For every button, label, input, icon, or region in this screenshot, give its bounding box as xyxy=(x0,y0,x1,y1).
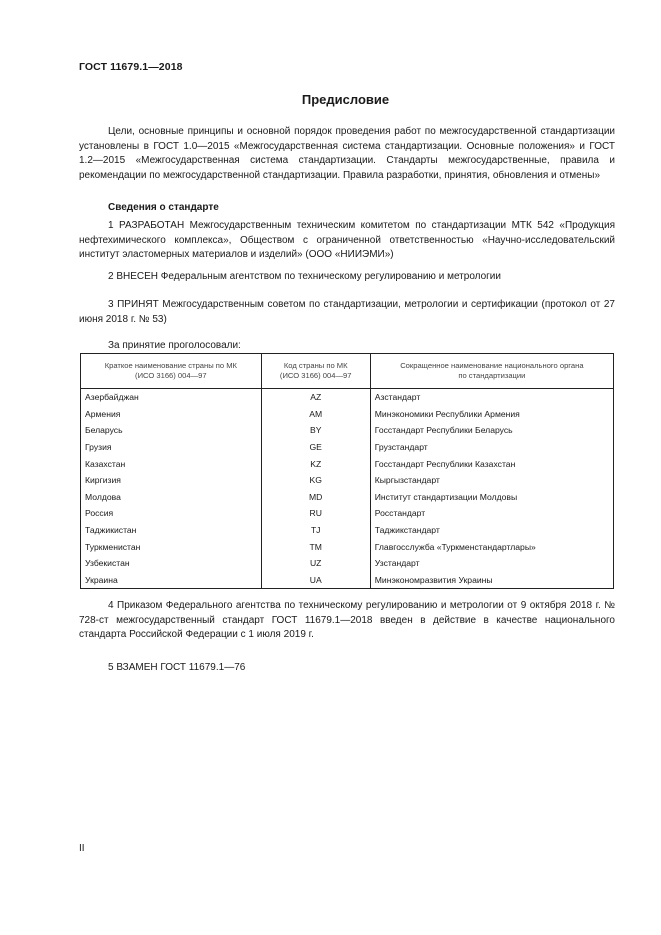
table-row xyxy=(81,422,614,439)
code-cell: BY xyxy=(261,422,370,439)
code-cell: TM xyxy=(261,538,370,555)
country-cell: Украина xyxy=(81,572,262,589)
column-header-body: Сокращенное наименование национального органа по стандартизации xyxy=(370,354,613,389)
table-row xyxy=(81,489,614,506)
country-cell: Грузия xyxy=(81,439,262,456)
body-cell: Кыргызстандарт xyxy=(370,472,613,489)
page-title: Предисловие xyxy=(301,92,390,107)
code-cell: MD xyxy=(261,489,370,506)
country-cell: Узбекистан xyxy=(81,555,262,572)
table-row xyxy=(81,406,614,423)
code-cell: TJ xyxy=(261,522,370,539)
code-cell: KZ xyxy=(261,455,370,472)
country-cell: Туркменистан xyxy=(81,538,262,555)
code-cell: AZ xyxy=(261,389,370,406)
code-cell: UA xyxy=(261,572,370,589)
item-2-paragraph: 2 ВНЕСЕН Федеральным агентством по техническому регулированию и метрологии xyxy=(108,271,501,282)
country-cell: Армения xyxy=(81,406,262,423)
body-cell: Азстандарт xyxy=(370,389,613,406)
body-cell: Росстандарт xyxy=(370,505,613,522)
table-row xyxy=(81,555,614,572)
item-5-paragraph: 5 ВЗАМЕН ГОСТ 11679.1—76 xyxy=(108,662,246,673)
table-row xyxy=(81,472,614,489)
body-cell: Главгосслужба «Туркменстандартлары» xyxy=(370,538,613,555)
table-row xyxy=(81,439,614,456)
code-cell: AM xyxy=(261,406,370,423)
body-cell: Таджикстандарт xyxy=(370,522,613,539)
table-row xyxy=(81,455,614,472)
country-cell: Молдова xyxy=(81,489,262,506)
page-number: II xyxy=(79,843,85,854)
table-caption: За принятие проголосовали: xyxy=(108,340,241,351)
body-cell: Узстандарт xyxy=(370,555,613,572)
code-cell: KG xyxy=(261,472,370,489)
table-row xyxy=(81,572,614,589)
country-cell: Азербайджан xyxy=(81,389,262,406)
country-cell: Таджикистан xyxy=(81,522,262,539)
code-cell: UZ xyxy=(261,555,370,572)
country-cell: Россия xyxy=(81,505,262,522)
body-cell: Минэкономики Республики Армения xyxy=(370,406,613,423)
column-header-country: Краткое наименование страны по МК (ИСО 3166) 004—97 xyxy=(81,354,262,389)
table-header-row xyxy=(81,354,614,389)
body-cell: Грузстандарт xyxy=(370,439,613,456)
code-cell: GE xyxy=(261,439,370,456)
column-header-code: Код страны по МК (ИСО 3166) 004—97 xyxy=(261,354,370,389)
section-subheading: Сведения о стандарте xyxy=(108,202,219,213)
item-4-paragraph: 4 Приказом Федерального агентства по техническому регулированию и метрологии от 9 октября 2018 г. № 728-ст межгосударственный стандарт ГОСТ 11679.1—2018 введен в действие в качестве национального стандарта Российской Федерации с 1 июля 2019 г. xyxy=(79,600,615,640)
table-row xyxy=(81,389,614,406)
table-row xyxy=(81,522,614,539)
country-cell: Казахстан xyxy=(81,455,262,472)
body-cell: Институт стандартизации Молдовы xyxy=(370,489,613,506)
table-row xyxy=(81,538,614,555)
item-1-paragraph: 1 РАЗРАБОТАН Межгосударственным техническим комитетом по стандартизации МТК 542 «Продукция нефтехимического комплекса», Обществом с ограниченной ответственностью «Научно-исследовательский институт эластомерных материалов и изделий» (ООО «НИИЭМИ») xyxy=(79,220,615,260)
document-header: ГОСТ 11679.1—2018 xyxy=(79,61,183,73)
intro-paragraph: Цели, основные принципы и основной порядок проведения работ по межгосударственной стандартизации установлены в ГОСТ 1.0—2015 «Межгосударственная система стандартизации. Основные положения» и ГОСТ 1.2—2015 «Межгосударственная система стандартизации. Стандарты межгосударственные, правила и рекомендации по межгосударственной стандартизации. Правила разработки, принятия, обновления и отмены» xyxy=(79,126,615,181)
code-cell: RU xyxy=(261,505,370,522)
body-cell: Госстандарт Республики Беларусь xyxy=(370,422,613,439)
body-cell: Госстандарт Республики Казахстан xyxy=(370,455,613,472)
table-row xyxy=(81,505,614,522)
country-cell: Киргизия xyxy=(81,472,262,489)
item-3-paragraph: 3 ПРИНЯТ Межгосударственным советом по стандартизации, метрологии и сертификации (протокол от 27 июня 2018 г. № 53) xyxy=(79,299,615,325)
body-cell: Минэкономразвития Украины xyxy=(370,572,613,589)
voting-countries-table xyxy=(80,353,614,589)
country-cell: Беларусь xyxy=(81,422,262,439)
